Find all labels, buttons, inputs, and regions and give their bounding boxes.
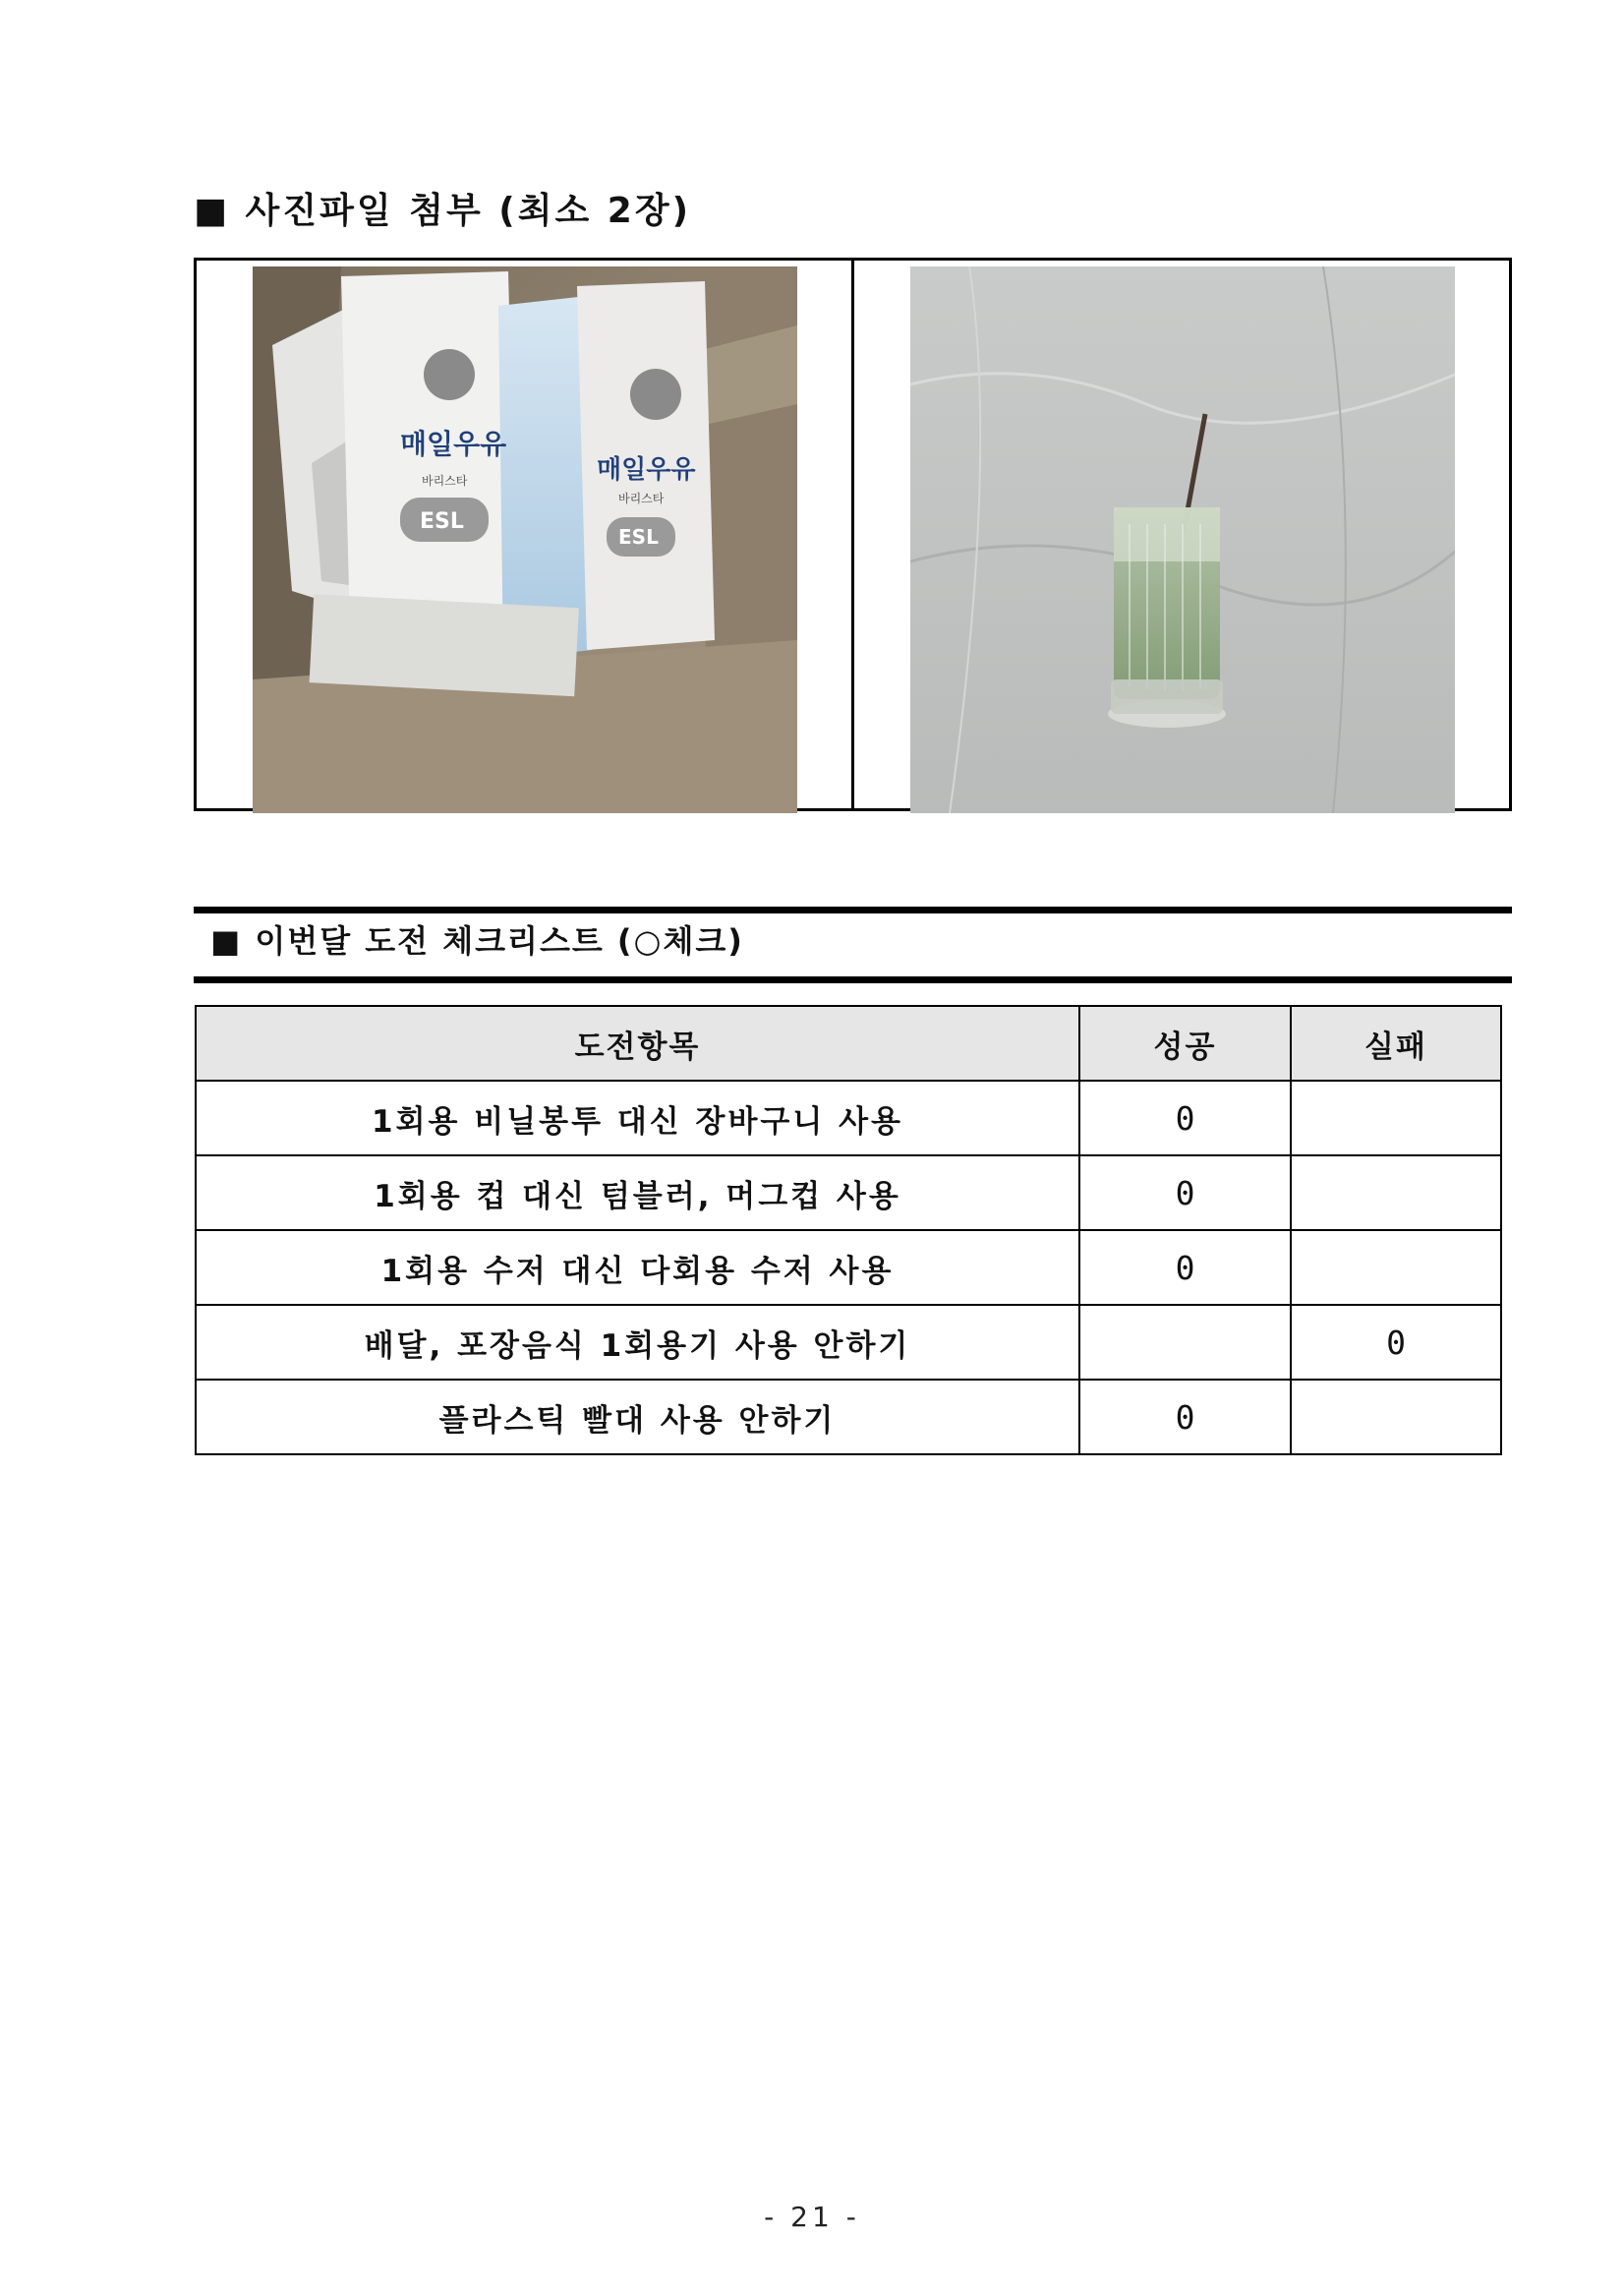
table-row <box>196 1081 1501 1155</box>
success-mark: 0 <box>1079 1081 1291 1155</box>
challenge-item: 1회용 수저 대신 다회용 수저 사용 <box>196 1230 1079 1305</box>
header-fail: 실패 <box>1291 1006 1501 1081</box>
fail-mark <box>1291 1380 1501 1454</box>
header-success: 성공 <box>1079 1006 1291 1081</box>
fail-mark: 0 <box>1291 1305 1501 1380</box>
table-row <box>196 1380 1501 1454</box>
photos-section-title: ■ 사진파일 첨부 (최소 2장) <box>194 191 692 231</box>
challenge-item: 배달, 포장음식 1회용기 사용 안하기 <box>196 1305 1079 1380</box>
table-row <box>196 1230 1501 1305</box>
challenge-item: 1회용 비닐봉투 대신 장바구니 사용 <box>196 1081 1079 1155</box>
success-mark <box>1079 1305 1291 1380</box>
fail-mark <box>1291 1081 1501 1155</box>
success-mark: 0 <box>1079 1155 1291 1230</box>
table-header-row <box>196 1006 1501 1081</box>
photo-attachment-frame <box>194 258 1512 811</box>
fail-mark <box>1291 1155 1501 1230</box>
header-challenge-item: 도전항목 <box>196 1006 1079 1081</box>
success-mark: 0 <box>1079 1380 1291 1454</box>
page-number: - 21 - <box>764 2201 860 2233</box>
table-row <box>196 1155 1501 1230</box>
success-mark: 0 <box>1079 1230 1291 1305</box>
photo-cell-1 <box>197 261 851 808</box>
challenge-item: 1회용 컵 대신 텀블러, 머그컵 사용 <box>196 1155 1079 1230</box>
checklist-section-title: ■ 이번달 도전 체크리스트 (○체크) <box>210 922 744 960</box>
table-row <box>196 1305 1501 1380</box>
photo-milk-cartons <box>253 266 797 813</box>
photo-green-latte-glass <box>910 266 1455 813</box>
challenge-checklist-table <box>195 1005 1502 1455</box>
section-rule-top <box>194 907 1512 913</box>
carton-esl-label-left: ESL <box>420 509 464 534</box>
section-rule-bottom <box>194 976 1512 983</box>
carton-sub-label-right: 바리스타 <box>618 492 665 505</box>
carton-brand-label-right: 매일우유 <box>597 455 696 485</box>
fail-mark <box>1291 1230 1501 1305</box>
challenge-item: 플라스틱 빨대 사용 안하기 <box>196 1380 1079 1454</box>
carton-sub-label-left: 바리스타 <box>422 474 468 488</box>
photo-cell-2 <box>851 261 1509 808</box>
carton-brand-label-left: 매일우유 <box>400 428 507 460</box>
carton-esl-label-right: ESL <box>618 525 659 549</box>
